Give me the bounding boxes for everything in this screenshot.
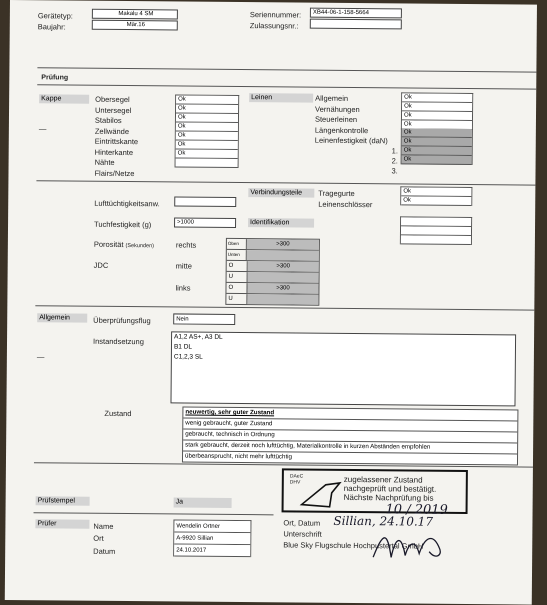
oben-cell: Oben (227, 239, 247, 249)
grid-row (226, 294, 318, 305)
leinenschloesser-label: Leinenschlösser (318, 199, 373, 210)
pruefer-label: Prüfer (35, 519, 89, 528)
zustand-options (182, 407, 518, 466)
grid-row (227, 239, 319, 251)
section-divider (34, 512, 274, 515)
leinenschloesser-value[interactable]: Ok (401, 196, 471, 206)
festigkeit-value[interactable]: Ok (402, 137, 472, 147)
porositaet-label-text: Porosität (93, 239, 124, 249)
kappe-values (175, 94, 240, 168)
kappe-item-label: Nähte (94, 157, 115, 167)
leinen-label: Leinen (249, 93, 313, 103)
leinen-item-label: Steuerleinen (314, 114, 358, 125)
verbindungsteile-values (400, 186, 472, 206)
kappe-item-label: Stabilos (94, 115, 122, 125)
stamp-line: nachgeprüft und bestätigt. (343, 483, 437, 494)
identifikation-values (400, 216, 472, 245)
inspection-stamp (281, 468, 466, 570)
datum-label: Datum (93, 546, 116, 556)
leinen-item-label: Leinenfestigkeit (daN) (314, 135, 388, 146)
zustand-option[interactable]: wenig gebraucht, guter Zustand (183, 419, 517, 433)
pruefstempel-field[interactable]: Ja (174, 497, 232, 508)
leinen-value[interactable]: Ok (402, 102, 472, 112)
pruefung-title: Prüfung (41, 74, 69, 82)
festigkeit-value[interactable]: Ok (402, 128, 472, 138)
identifikation-value[interactable] (401, 235, 471, 245)
kappe-item-label: Zellwände (94, 126, 130, 137)
instandsetzung-label: Instandsetzung (92, 336, 144, 347)
kappe-item-label: Hinterkante (94, 147, 134, 158)
festigkeit-number: 1. (391, 146, 399, 156)
porositaet-grid (225, 238, 320, 306)
porositaet-unit: (Sekunden) (125, 243, 155, 250)
festigkeit-number: 3. (391, 166, 398, 176)
festigkeit-number: 2. (391, 156, 398, 166)
kappe-value[interactable]: Ok (176, 95, 238, 105)
zustand-option[interactable]: überbeansprucht, nicht mehr lufttüchtig (184, 452, 293, 461)
leinen-item-label: Vernähungen (315, 104, 360, 115)
porositaet-label (94, 240, 154, 250)
grid-row (227, 261, 319, 273)
porositaet-value[interactable]: >300 (248, 261, 319, 272)
identifikation-label: Identifikation (248, 218, 314, 228)
grid-row (227, 272, 319, 284)
position-label: mitte (175, 261, 192, 271)
tuchfestigkeit-field[interactable]: >1000 (174, 217, 236, 228)
zustand-option[interactable]: stark gebraucht, derzeit noch lufttüchtig, Materialkontrolle in kurzen Abständen empfohlen (183, 441, 517, 455)
seriennummer-field[interactable]: XB44-06-1-158-5664 (310, 8, 402, 19)
glider-logo-icon (300, 481, 342, 509)
zustand-option-selected[interactable]: neuwertig, sehr guter Zustand (183, 408, 517, 422)
oben-cell: O (227, 261, 248, 271)
ueberpruefungsflug-field[interactable]: Nein (173, 313, 235, 325)
baujahr-field[interactable]: Mär.16 (92, 20, 178, 31)
leinen-item-label: Längenkontrolle (314, 125, 369, 136)
section-divider (37, 84, 536, 89)
zulassungsnr-field[interactable] (310, 19, 402, 30)
instandsetzung-line: C1,2,3 SL (173, 353, 203, 361)
instandsetzung-line: B1 DL (173, 343, 193, 351)
stamp-org: DAeC (289, 473, 304, 480)
tragegurte-value[interactable]: Ok (401, 187, 471, 197)
kappe-item-label: Flairs/Netze (94, 168, 135, 179)
ueberpruefungsflug-label: Überprüfungsflug (93, 315, 151, 326)
kappe-item-label: Eintrittskante (94, 136, 139, 147)
geraetetyp-label: Gerätetyp: (37, 11, 73, 21)
zulassungsnr-label: Zulassungsnr.: (249, 21, 299, 31)
instandsetzung-field[interactable] (170, 331, 516, 406)
verbindungsteile-label: Verbindungsteile (248, 188, 314, 198)
kappe-value[interactable]: Ok (176, 104, 238, 114)
luftt-label: Lufttüchtigkeitsanw. (94, 198, 160, 209)
stamp-next-date: 10 / 2019 (385, 502, 448, 518)
geraetetyp-field[interactable]: Makalu 4 SM (92, 9, 178, 20)
tragegurte-label: Tragegurte (318, 188, 355, 199)
unten-cell: Unten (227, 250, 247, 260)
name-label: Name (93, 521, 114, 531)
leinen-value[interactable]: Ok (402, 120, 472, 130)
baujahr-label: Baujahr: (37, 22, 66, 32)
porositaet-value[interactable]: >300 (247, 239, 319, 250)
allgemein-label: Allgemein (37, 313, 87, 322)
stamp-line: Nächste Nachprüfung bis (343, 492, 434, 503)
porositaet-value-empty[interactable] (247, 250, 319, 261)
leinen-item-label: Allgemein (315, 93, 349, 103)
stamp-line: zugelassener Zustand (343, 474, 423, 485)
datum-field[interactable]: 24.10.2017 (174, 544, 250, 557)
kappe-value[interactable]: Ok (176, 113, 238, 123)
inspection-sheet (5, 0, 537, 605)
stamp-ort-datum: Sillian, 24.10.17 (333, 513, 434, 529)
festigkeit-value[interactable]: Ok (402, 146, 472, 156)
tuchfestigkeit-label: Tuchfestigkeit (g) (94, 219, 152, 230)
stamp-company: Blue Sky Flugschule Hochpustertal GmbH (283, 540, 424, 551)
position-label: links (175, 283, 191, 293)
kappe-item-label: Obersegel (95, 94, 130, 105)
section-divider (36, 180, 535, 185)
porositaet-value-empty[interactable] (248, 272, 319, 283)
kappe-value[interactable]: Ok (176, 122, 238, 132)
signature-scribble-icon (369, 527, 449, 564)
kappe-label: Kappe (39, 94, 89, 103)
dash-mark: — (36, 352, 45, 362)
stamp-unterschrift-label: Unterschrift (283, 529, 322, 539)
zustand-label: Zustand (104, 408, 132, 419)
oben-cell: O (226, 283, 247, 293)
unten-cell: U (226, 294, 247, 304)
leinen-value[interactable]: Ok (402, 111, 472, 121)
kappe-value[interactable] (176, 158, 238, 168)
kappe-value[interactable]: Ok (176, 131, 238, 141)
unten-cell: U (227, 272, 248, 282)
leinen-value[interactable]: Ok (402, 93, 472, 103)
dash-mark: — (38, 124, 47, 134)
grid-row (227, 250, 319, 262)
ort-label: Ort (93, 533, 104, 543)
kappe-item-label: Untersegel (95, 105, 132, 116)
stamp-ort-datum-label: Ort, Datum (283, 518, 321, 528)
kappe-value[interactable]: Ok (176, 149, 238, 159)
instandsetzung-line: A1,2 AS+, A3 DL (174, 333, 223, 341)
festigkeit-value[interactable]: Ok (402, 155, 472, 165)
kappe-value[interactable]: Ok (176, 140, 238, 150)
festigkeit-values (401, 128, 473, 165)
section-divider (37, 67, 536, 72)
jdc-label: JDC (93, 260, 109, 270)
section-divider (35, 305, 534, 310)
pruefer-values (173, 519, 251, 557)
seriennummer-label: Seriennummer: (249, 10, 302, 20)
position-label: rechts (175, 240, 197, 250)
pruefstempel-label: Prüfstempel (36, 496, 90, 505)
porositaet-value-empty[interactable] (247, 294, 318, 305)
luftt-field[interactable] (174, 196, 236, 207)
zustand-option[interactable]: gebraucht, technisch in Ordnung (183, 430, 517, 444)
ort-field[interactable]: A-9920 Sillian (174, 532, 250, 545)
name-field[interactable]: Wendelin Ortner (174, 520, 250, 533)
leinen-values (401, 92, 473, 130)
stamp-org: DHV (289, 479, 301, 486)
porositaet-value[interactable]: >300 (247, 283, 318, 294)
grid-row (226, 283, 318, 295)
